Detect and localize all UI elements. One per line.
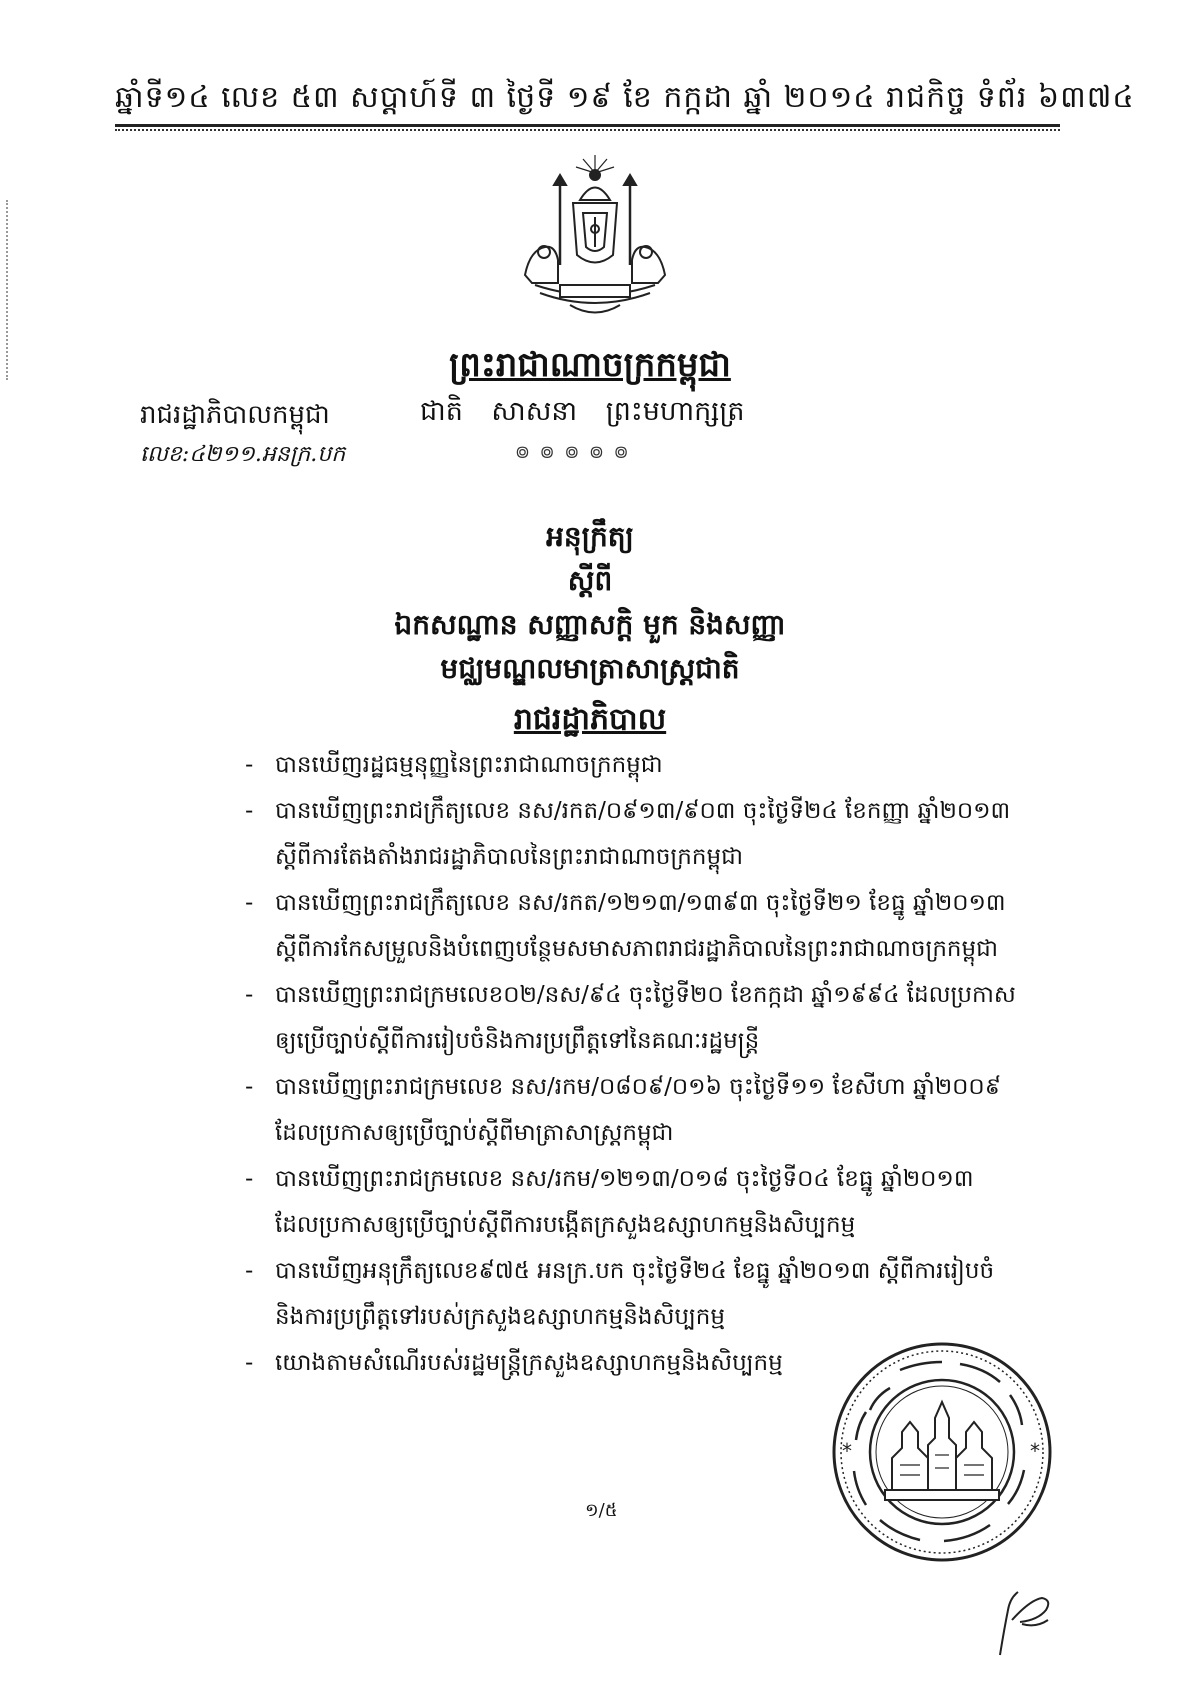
- consideration-item: [245, 1156, 1045, 1248]
- considerations-list: [245, 742, 1045, 1386]
- gazette-header: ឆ្នាំទី១៤ លេខ ៥៣ សប្តាហ៍ទី ៣ ថ្ងៃទី ១៩ ខែ កក្កដា ឆ្នាំ ២០១៤ រាជកិច្ច ទំព័រ ៦៣៧៤: [115, 80, 1135, 115]
- margin-marks: [6, 200, 10, 380]
- list-dash: -: [245, 1166, 254, 1192]
- consideration-text: បានឃើញអនុក្រឹត្យលេខ៩៧៥ អនក្រ.បក ចុះថ្ងៃទី២៤ ខែធ្នូ ឆ្នាំ២០១៣ ស្តីពីការរៀបចំ: [275, 1258, 995, 1284]
- consideration-item: [245, 1248, 1045, 1340]
- list-dash: -: [245, 1074, 254, 1100]
- consideration-text: ដែលប្រកាសឲ្យប្រើច្បាប់ស្តីពីមាត្រាសាស្ត្រកម្ពុជា: [275, 1120, 674, 1146]
- list-dash: -: [245, 890, 254, 916]
- consideration-text: ស្តីពីការកែសម្រួលនិងបំពេញបន្ថែមសមាសភាពរាជរដ្ឋាភិបាលនៃព្រះរាជាណាចក្រកម្ពុជា: [275, 936, 999, 962]
- reference-number: លេខ:៤២១១.អនក្រ.បក: [140, 442, 346, 467]
- consideration-item: [245, 742, 1045, 788]
- doc-subject-line-2: មជ្ឈមណ្ឌលមាត្រាសាស្ត្រជាតិ: [440, 652, 740, 685]
- list-dash: -: [245, 752, 254, 778]
- consideration-text: បានឃើញព្រះរាជក្រមលេខ នស/រកម/០៨០៩/០១៦ ចុះថ្ងៃទី១១ ខែសីហា ឆ្នាំ២០០៩: [275, 1074, 1001, 1100]
- kingdom-name: ព្រះរាជាណាចក្រកម្ពុជា: [449, 345, 731, 385]
- gov-name: រាជរដ្ឋាភិបាលកម្ពុជា: [140, 400, 330, 430]
- royal-arms-icon: [510, 155, 680, 325]
- svg-text:*: *: [842, 1439, 852, 1463]
- official-seal-icon: [830, 1340, 1055, 1565]
- motto-ornament: ៙ ៙ ៙ ៙ ៙: [515, 442, 631, 463]
- consideration-item: [245, 972, 1045, 1064]
- doc-about: ស្តីពី: [567, 564, 613, 597]
- list-dash: -: [245, 798, 254, 824]
- consideration-text: បានឃើញរដ្ឋធម្មនុញ្ញនៃព្រះរាជាណាចក្រកម្ពុជា: [275, 752, 663, 778]
- consideration-text: យោងតាមសំណើរបស់រដ្ឋមន្ត្រីក្រសួងឧស្សាហកម្មនិងសិប្បកម្ម: [275, 1350, 783, 1376]
- signature-icon: [990, 1580, 1060, 1660]
- header-rule-dotted: [115, 129, 1060, 133]
- issuer-heading: រាជរដ្ឋាភិបាល: [513, 702, 667, 737]
- document-title: [240, 515, 940, 691]
- consideration-text: ដែលប្រកាសឲ្យប្រើច្បាប់ស្តីពីការបង្កើតក្រសួងឧស្សាហកម្មនិងសិប្បកម្ម: [275, 1212, 856, 1238]
- list-dash: -: [245, 982, 254, 1008]
- consideration-text: បានឃើញព្រះរាជក្រឹត្យលេខ នស/រកត/០៩១៣/៩០៣ ចុះថ្ងៃទី២៤ ខែកញ្ញា ឆ្នាំ២០១៣: [275, 798, 1011, 824]
- page-number: ១/៥: [585, 1500, 618, 1521]
- doc-type: អនុក្រឹត្យ: [546, 520, 634, 553]
- consideration-text: បានឃើញព្រះរាជក្រមលេខ០២/នស/៩៤ ចុះថ្ងៃទី២០ ខែកក្កដា ឆ្នាំ១៩៩៤ ដែលប្រកាស: [275, 982, 1016, 1008]
- consideration-text: និងការប្រព្រឹត្តទៅរបស់ក្រសួងឧស្សាហកម្មនិងសិប្បកម្ម: [275, 1304, 726, 1330]
- svg-text:*: *: [1030, 1439, 1040, 1463]
- national-motto: ជាតិ សាសនា ព្រះមហាក្សត្រ: [420, 396, 745, 427]
- consideration-text: បានឃើញព្រះរាជក្រមលេខ នស/រកម/១២១៣/០១៨ ចុះថ្ងៃទី០៤ ខែធ្នូ ឆ្នាំ២០១៣: [275, 1166, 974, 1192]
- consideration-text: បានឃើញព្រះរាជក្រឹត្យលេខ នស/រកត/១២១៣/១៣៩៣ ចុះថ្ងៃទី២១ ខែធ្នូ ឆ្នាំ២០១៣: [275, 890, 1006, 916]
- doc-subject-line-1: ឯកសណ្ឋាន សញ្ញាសក្តិ មួក និងសញ្ញា: [394, 608, 786, 641]
- list-dash: -: [245, 1258, 254, 1284]
- list-dash: -: [245, 1350, 254, 1376]
- consideration-item: [245, 880, 1045, 972]
- header-rule: [115, 124, 1060, 127]
- consideration-text: ឲ្យប្រើច្បាប់ស្តីពីការរៀបចំនិងការប្រព្រឹត្តទៅនៃគណៈរដ្ឋមន្ត្រី: [275, 1028, 760, 1054]
- consideration-item: [245, 1064, 1045, 1156]
- consideration-text: ស្តីពីការតែងតាំងរាជរដ្ឋាភិបាលនៃព្រះរាជាណាចក្រកម្ពុជា: [275, 844, 743, 870]
- consideration-item: [245, 788, 1045, 880]
